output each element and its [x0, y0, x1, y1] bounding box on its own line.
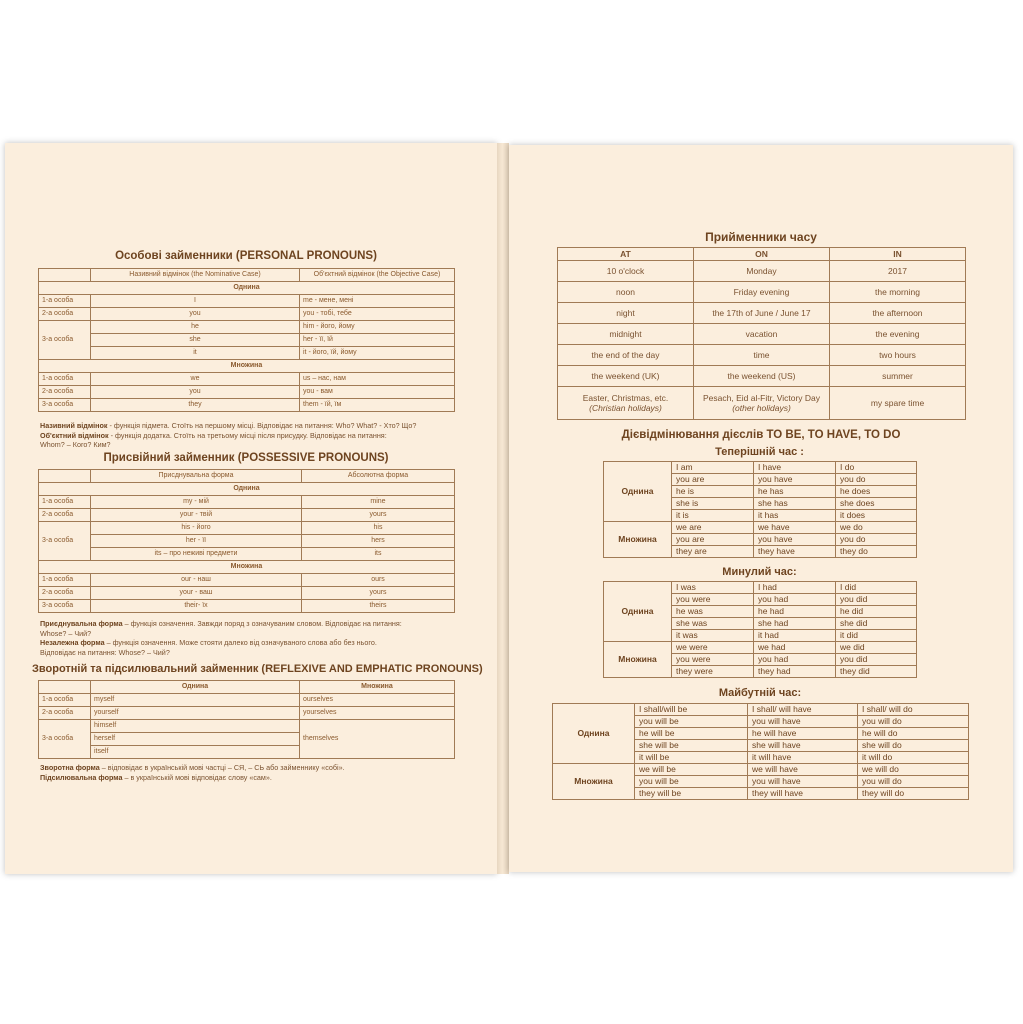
reflexive-pronouns-notes	[40, 763, 454, 782]
table-row	[558, 324, 966, 345]
to-have-cell: I shall/ will have	[748, 704, 858, 716]
singular-cell: yourself	[91, 707, 300, 720]
table-row	[39, 321, 455, 334]
table-row	[39, 694, 455, 707]
to-have-cell: she will have	[748, 740, 858, 752]
person-cell: 2-а особа	[39, 509, 91, 522]
note-text: – відповідає в українській мові частці – СЯ, – СЬ або займеннику «собі».	[99, 763, 345, 772]
nominative-cell: she	[91, 334, 300, 347]
column-header: Називний відмінок (the Nominative Case)	[91, 269, 300, 282]
to-have-cell: she has	[754, 498, 836, 510]
plural-cell: yourselves	[300, 707, 455, 720]
to-do-cell: it does	[836, 510, 917, 522]
group-row	[39, 483, 455, 496]
person-cell: 3-а особа	[39, 600, 91, 613]
objective-cell: you - вам	[300, 386, 455, 399]
to-do-cell: I shall/ will do	[858, 704, 969, 716]
to-do-cell: he will do	[858, 728, 969, 740]
singular-cell: himself	[91, 720, 300, 733]
nominative-cell: I	[91, 295, 300, 308]
future-tense-table	[552, 703, 969, 800]
to-have-cell: we will have	[748, 764, 858, 776]
note-term: Підсилювальна форма	[40, 772, 123, 782]
objective-cell: me - мене, мені	[300, 295, 455, 308]
in-cell: the evening	[830, 324, 966, 345]
objective-cell: him - його, йому	[300, 321, 455, 334]
to-have-cell: it had	[754, 630, 836, 642]
to-do-cell: we do	[836, 522, 917, 534]
to-do-cell: you do	[836, 534, 917, 546]
to-have-cell: you will have	[748, 716, 858, 728]
objective-cell: her - її, їй	[300, 334, 455, 347]
on-cell: Friday evening	[694, 282, 830, 303]
empty-header-cell	[39, 470, 91, 483]
table-row	[604, 582, 917, 594]
table-row	[558, 387, 966, 420]
to-be-cell: it is	[672, 510, 754, 522]
plural-label: Множина	[604, 522, 672, 558]
table-row	[39, 509, 455, 522]
to-do-cell: you did	[836, 654, 917, 666]
possessive-pronouns-table	[38, 469, 455, 613]
objective-cell: it - його, їй, йому	[300, 347, 455, 360]
table-row	[604, 642, 917, 654]
empty-header-cell	[39, 269, 91, 282]
table-row	[39, 295, 455, 308]
person-cell: 1-а особа	[39, 694, 91, 707]
nominative-cell: you	[91, 386, 300, 399]
table-row	[604, 522, 917, 534]
to-do-cell: I do	[836, 462, 917, 474]
group-label: Однина	[39, 282, 455, 295]
table-row	[558, 345, 966, 366]
note-line	[40, 638, 454, 648]
past-tense-title: Минулий час:	[722, 566, 797, 578]
singular-label: Однина	[604, 582, 672, 642]
on-cell: vacation	[694, 324, 830, 345]
singular-cell: myself	[91, 694, 300, 707]
adjective-form-cell: her - її	[91, 535, 302, 548]
note-line	[40, 763, 454, 773]
absolute-form-cell: his	[302, 522, 455, 535]
table-header-row	[558, 248, 966, 261]
to-have-cell: they had	[754, 666, 836, 678]
person-cell: 1-а особа	[39, 373, 91, 386]
column-header-on: ON	[694, 248, 830, 261]
note-text: – функція означення. Завжди поряд з означуваним словом. Відповідає на питання:	[122, 619, 402, 628]
to-be-cell: I was	[672, 582, 754, 594]
at-cell: night	[558, 303, 694, 324]
to-do-cell: you will do	[858, 716, 969, 728]
group-label: Однина	[39, 483, 455, 496]
reflexive-pronouns-table	[38, 680, 455, 759]
note-term: Зворотна форма	[40, 763, 100, 772]
table-row	[39, 522, 455, 535]
note-line: Відповідає на питання: Whose? – Чий?	[40, 647, 170, 657]
table-row	[39, 587, 455, 600]
table-row	[39, 373, 455, 386]
to-have-cell: we have	[754, 522, 836, 534]
to-have-cell: you had	[754, 594, 836, 606]
to-be-cell: she will be	[635, 740, 748, 752]
on-cell: Monday	[694, 261, 830, 282]
plural-label: Множина	[604, 642, 672, 678]
singular-cell: herself	[91, 733, 300, 746]
table-row	[604, 462, 917, 474]
to-be-cell: we are	[672, 522, 754, 534]
personal-pronouns-title: Особові займенники (PERSONAL PRONOUNS)	[115, 250, 377, 262]
note-term: Незалежна форма	[40, 638, 105, 648]
nominative-cell: we	[91, 373, 300, 386]
note-line	[40, 619, 454, 629]
group-label: Множина	[39, 360, 455, 373]
absolute-form-cell: ours	[302, 574, 455, 587]
group-row	[39, 360, 455, 373]
time-prepositions-table	[557, 247, 966, 420]
table-row	[39, 347, 455, 360]
person-cell: 3-а особа	[39, 399, 91, 412]
column-header: Об'єктний відмінок (the Objective Case)	[300, 269, 455, 282]
absolute-form-cell: yours	[302, 587, 455, 600]
table-row	[558, 303, 966, 324]
empty-header-cell	[39, 681, 91, 694]
table-row	[39, 574, 455, 587]
to-do-cell: you did	[836, 594, 917, 606]
group-row	[39, 282, 455, 295]
person-cell: 2-а особа	[39, 308, 91, 321]
note-line: Whom? – Кого? Ким?	[40, 440, 111, 450]
to-do-cell: she will do	[858, 740, 969, 752]
person-cell: 2-а особа	[39, 386, 91, 399]
to-have-cell: you have	[754, 474, 836, 486]
column-header: Множина	[300, 681, 455, 694]
to-do-cell: you do	[836, 474, 917, 486]
singular-label: Однина	[604, 462, 672, 522]
absolute-form-cell: yours	[302, 509, 455, 522]
objective-cell: you - тобі, тебе	[300, 308, 455, 321]
adjective-form-cell: his - його	[91, 522, 302, 535]
to-be-cell: we will be	[635, 764, 748, 776]
table-row	[39, 720, 455, 733]
in-cell: my spare time	[830, 387, 966, 420]
to-do-cell: it will do	[858, 752, 969, 764]
future-tense-title: Майбутній час:	[718, 687, 802, 699]
to-be-cell: I am	[672, 462, 754, 474]
table-row	[553, 764, 969, 776]
to-have-cell: you had	[754, 654, 836, 666]
table-row	[558, 366, 966, 387]
to-be-cell: they are	[672, 546, 754, 558]
objective-cell: us – нас, нам	[300, 373, 455, 386]
to-be-cell: you will be	[635, 716, 748, 728]
note-text: - функція підмета. Стоїть на першому місці. Відповідає на питання: Who? What? - Хто? Що?	[107, 421, 417, 430]
table-row	[558, 261, 966, 282]
to-be-cell: you are	[672, 474, 754, 486]
note-text: – в українській мові відповідає слову «сам».	[122, 772, 272, 782]
on-cell	[694, 387, 830, 420]
present-tense-title: Теперішній час :	[715, 446, 804, 458]
note-term: Називний відмінок	[40, 421, 108, 430]
absolute-form-cell: theirs	[302, 600, 455, 613]
to-be-cell: he will be	[635, 728, 748, 740]
note-term: Об'єктний відмінок	[40, 430, 109, 440]
to-have-cell: I had	[754, 582, 836, 594]
time-prepositions-title: Прийменники часу	[705, 230, 817, 244]
on-cell: time	[694, 345, 830, 366]
to-have-cell: she had	[754, 618, 836, 630]
note-text: – функція означення. Може стояти далеко від означуваного слова або без нього.	[104, 638, 377, 648]
to-have-cell: they will have	[748, 788, 858, 800]
note-term: Приєднувальна форма	[40, 619, 123, 628]
past-tense-table	[603, 581, 917, 678]
cell-subtext: (Christian holidays)	[589, 403, 662, 413]
to-have-cell: it has	[754, 510, 836, 522]
group-row	[39, 561, 455, 574]
to-do-cell: he did	[836, 606, 917, 618]
column-header: Однина	[91, 681, 300, 694]
person-cell: 1-а особа	[39, 574, 91, 587]
at-cell: midnight	[558, 324, 694, 345]
to-be-cell: you are	[672, 534, 754, 546]
table-header-row	[39, 470, 455, 483]
on-cell: the weekend (US)	[694, 366, 830, 387]
adjective-form-cell: my - мій	[91, 496, 302, 509]
singular-cell: itself	[91, 746, 300, 759]
column-header: Присднувальна форма	[91, 470, 302, 483]
person-cell: 3-а особа	[39, 720, 91, 759]
note-line	[40, 431, 454, 441]
in-cell: 2017	[830, 261, 966, 282]
to-have-cell: they have	[754, 546, 836, 558]
table-row	[39, 496, 455, 509]
book-spine	[497, 143, 509, 874]
to-be-cell: they were	[672, 666, 754, 678]
absolute-form-cell: its	[302, 548, 455, 561]
adjective-form-cell: your - ваш	[91, 587, 302, 600]
to-do-cell: you will do	[858, 776, 969, 788]
person-cell: 2-а особа	[39, 587, 91, 600]
person-cell: 3-а особа	[39, 321, 91, 360]
in-cell: the morning	[830, 282, 966, 303]
at-cell: noon	[558, 282, 694, 303]
table-row	[553, 704, 969, 716]
column-header-at: AT	[558, 248, 694, 261]
singular-label: Однина	[553, 704, 635, 764]
at-cell: 10 o'clock	[558, 261, 694, 282]
table-row	[39, 308, 455, 321]
to-have-cell: he will have	[748, 728, 858, 740]
column-header: Абсолютна форма	[302, 470, 455, 483]
to-be-cell: we were	[672, 642, 754, 654]
personal-pronouns-notes	[40, 421, 454, 450]
to-do-cell: we did	[836, 642, 917, 654]
to-be-cell: it will be	[635, 752, 748, 764]
cell-text: Easter, Christmas, etc.	[582, 393, 669, 403]
person-cell: 3-а особа	[39, 522, 91, 561]
group-label: Множина	[39, 561, 455, 574]
table-row	[39, 600, 455, 613]
table-header-row	[39, 269, 455, 282]
nominative-cell: he	[91, 321, 300, 334]
nominative-cell: it	[91, 347, 300, 360]
in-cell: the afternoon	[830, 303, 966, 324]
table-row	[558, 282, 966, 303]
to-do-cell: she does	[836, 498, 917, 510]
to-do-cell: she did	[836, 618, 917, 630]
to-be-cell: she is	[672, 498, 754, 510]
to-have-cell: we had	[754, 642, 836, 654]
cell-text: Pesach, Eid al-Fitr, Victory Day	[703, 393, 820, 403]
to-have-cell: you will have	[748, 776, 858, 788]
conjugation-title: Дієвідмінювання дієслів TO BE, TO HAVE, TO DO	[621, 429, 901, 441]
at-cell: the end of the day	[558, 345, 694, 366]
to-do-cell: it did	[836, 630, 917, 642]
note-line	[40, 773, 454, 783]
to-be-cell: he was	[672, 606, 754, 618]
at-cell	[558, 387, 694, 420]
table-row	[39, 535, 455, 548]
person-cell: 2-а особа	[39, 707, 91, 720]
to-be-cell: they will be	[635, 788, 748, 800]
to-have-cell: I have	[754, 462, 836, 474]
nominative-cell: they	[91, 399, 300, 412]
to-be-cell: you were	[672, 654, 754, 666]
in-cell: summer	[830, 366, 966, 387]
absolute-form-cell: hers	[302, 535, 455, 548]
adjective-form-cell: your - твій	[91, 509, 302, 522]
table-row	[39, 707, 455, 720]
table-row	[39, 386, 455, 399]
column-header-in: IN	[830, 248, 966, 261]
table-row	[39, 548, 455, 561]
adjective-form-cell: their- їх	[91, 600, 302, 613]
reflexive-pronouns-title: Зворотній та підсилювальний займенник (REFLEXIVE AND EMPHATIC PRONOUNS)	[32, 663, 483, 675]
to-be-cell: it was	[672, 630, 754, 642]
adjective-form-cell: our - наш	[91, 574, 302, 587]
plural-label: Множина	[553, 764, 635, 800]
on-cell: the 17th of June / June 17	[694, 303, 830, 324]
to-be-cell: you were	[672, 594, 754, 606]
present-tense-table	[603, 461, 917, 558]
note-line	[40, 421, 454, 431]
person-cell: 1-а особа	[39, 295, 91, 308]
nominative-cell: you	[91, 308, 300, 321]
to-have-cell: you have	[754, 534, 836, 546]
note-text: - функція додатка. Стоїть на третьому місці після присудку. Відповідає на питання:	[108, 430, 387, 440]
to-be-cell: she was	[672, 618, 754, 630]
table-row	[39, 334, 455, 347]
to-have-cell: he has	[754, 486, 836, 498]
possessive-pronouns-notes	[40, 619, 454, 657]
to-do-cell: we will do	[858, 764, 969, 776]
to-be-cell: you will be	[635, 776, 748, 788]
person-cell: 1-а особа	[39, 496, 91, 509]
at-cell: the weekend (UK)	[558, 366, 694, 387]
to-do-cell: they did	[836, 666, 917, 678]
note-line: Whose? – Чий?	[40, 628, 92, 638]
in-cell: two hours	[830, 345, 966, 366]
table-row	[39, 399, 455, 412]
plural-cell: themselves	[300, 720, 455, 759]
objective-cell: them - їй, їм	[300, 399, 455, 412]
to-do-cell: they will do	[858, 788, 969, 800]
to-be-cell: I shall/will be	[635, 704, 748, 716]
to-do-cell: I did	[836, 582, 917, 594]
cell-subtext: (other holidays)	[732, 403, 791, 413]
to-do-cell: they do	[836, 546, 917, 558]
to-have-cell: it will have	[748, 752, 858, 764]
table-header-row	[39, 681, 455, 694]
to-be-cell: he is	[672, 486, 754, 498]
plural-cell: ourselves	[300, 694, 455, 707]
absolute-form-cell: mine	[302, 496, 455, 509]
to-have-cell: he had	[754, 606, 836, 618]
possessive-pronouns-title: Присвійний займенник (POSSESSIVE PRONOUNS)	[103, 452, 389, 464]
to-do-cell: he does	[836, 486, 917, 498]
adjective-form-cell: its – про неживі предмети	[91, 548, 302, 561]
personal-pronouns-table	[38, 268, 455, 412]
